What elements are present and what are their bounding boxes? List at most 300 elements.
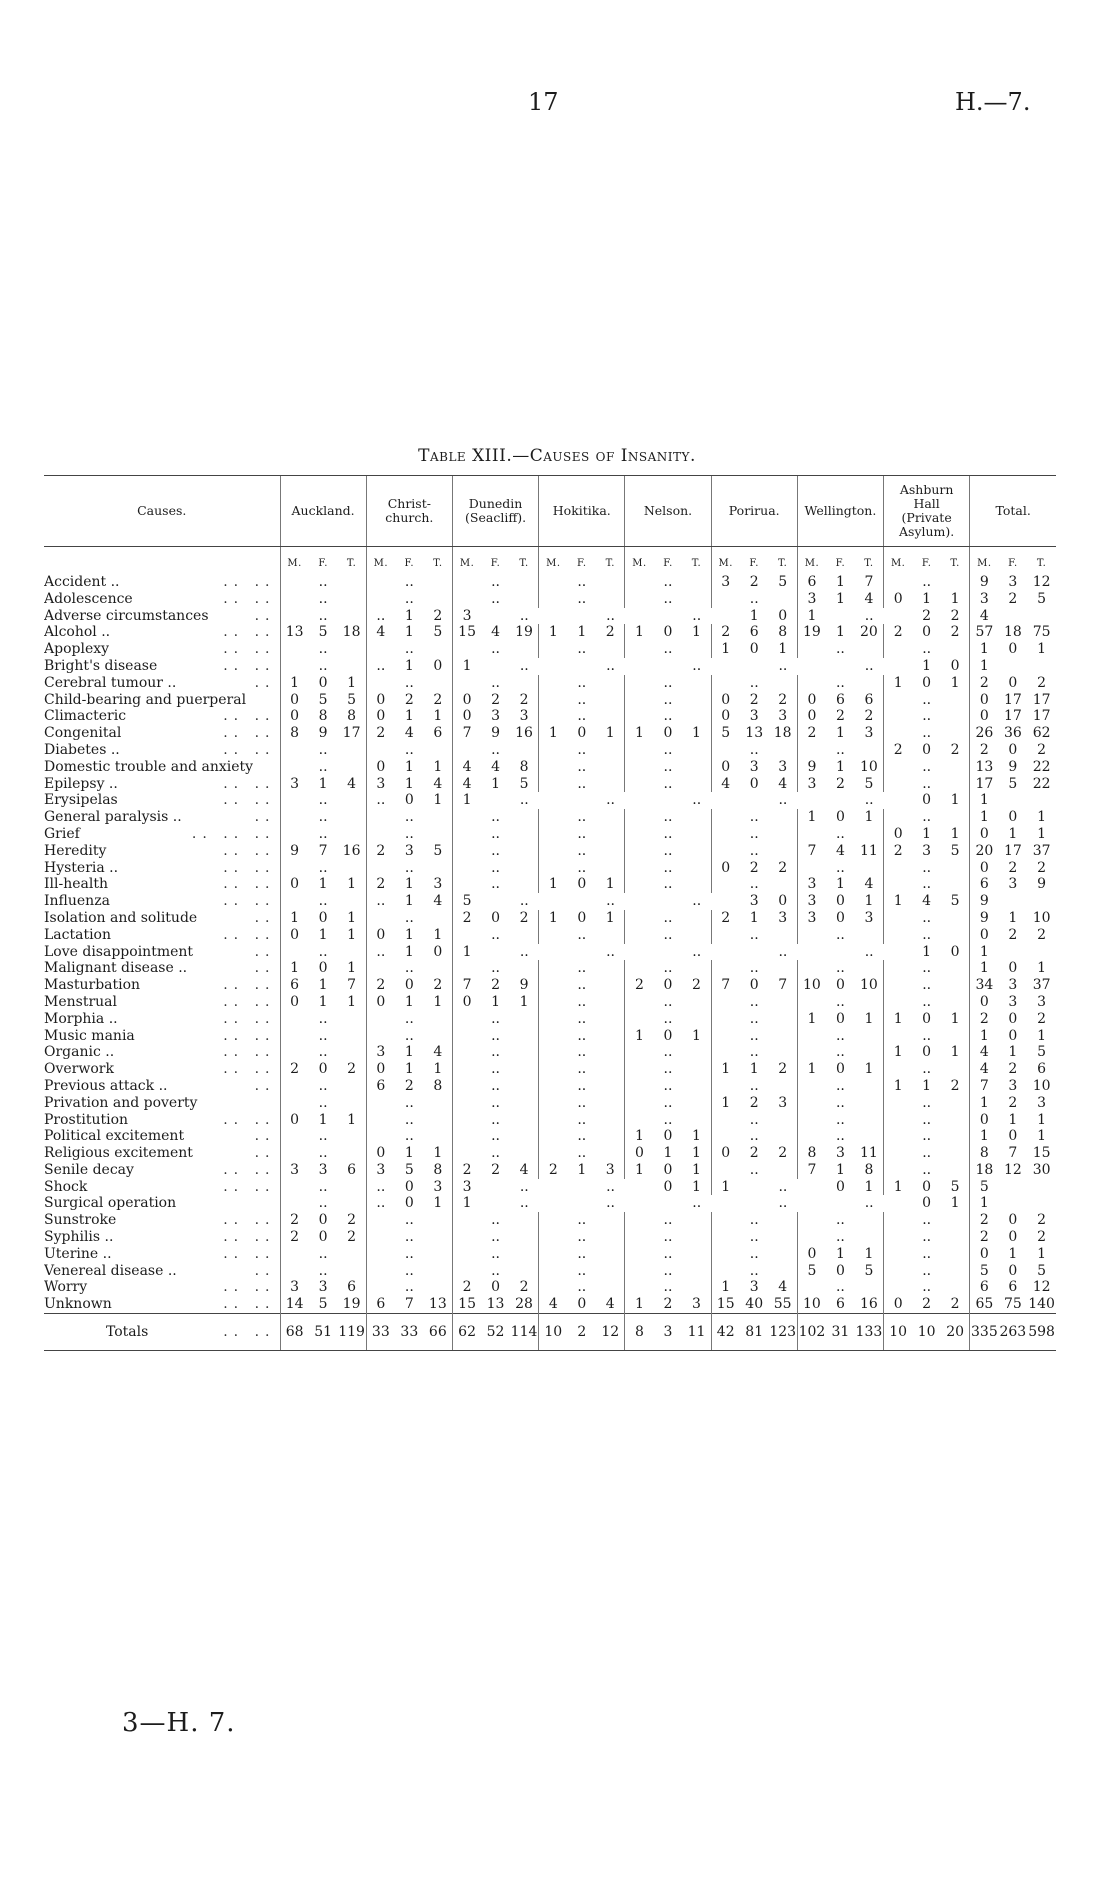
count-cell: 1 [625,1162,654,1179]
count-cell: 5 [318,691,328,708]
count-cell: 42 [711,1314,740,1351]
empty-institution-cell: .. [452,1128,538,1145]
empty-institution-cell: .. [625,860,711,877]
leader-dots: .. [254,1262,276,1279]
count-cell: 3 [835,1145,845,1162]
count-cell: 1 [864,1178,874,1195]
count-cell: 0 [711,860,740,877]
count-cell: 15 [452,1296,481,1313]
count-cell: 0 [318,674,328,691]
count-cell: 1 [970,1095,999,1112]
cause-cell [44,944,280,961]
count-cell: 1 [347,876,357,893]
count-cell: 1 [711,1061,740,1078]
count-cell: 2 [711,910,740,927]
count-cell: 2 [491,977,501,994]
count-cell: 4 [539,1296,568,1313]
cause-label: Bright's disease [44,657,158,674]
empty-institution-cell: .. [539,994,625,1011]
empty-institution-cell: .. [884,809,970,826]
empty-institution-cell: .. [625,994,711,1011]
sex-subheader: M. [280,547,309,575]
empty-institution-cell: .. [625,1095,711,1112]
count-cell: 17 [1003,708,1022,725]
empty-institution-cell: .. [711,960,797,977]
cause-cell [44,1145,280,1162]
count-cell: 5 [433,624,443,641]
count-cell: 9 [318,725,328,742]
count-cell: .. [366,792,395,809]
empty-institution-cell: .. [625,742,711,759]
table-row [44,960,1056,977]
count-cell: 4 [778,1279,788,1296]
count-cell: 1 [625,725,654,742]
count-cell: 2 [491,1161,501,1178]
count-cell: 3 [280,1279,309,1296]
count-cell: 1 [318,1111,328,1128]
cause-cell [44,591,280,608]
count-cell: 0 [835,909,845,926]
cause-cell [44,1263,280,1280]
count-cell: 6 [347,1161,357,1178]
count-cell: 11 [859,1145,878,1162]
table-row [44,1179,1056,1196]
count-cell: 2 [884,742,913,759]
count-cell: 1 [1037,825,1047,842]
institution-header: Nelson. [625,476,711,547]
institution-header: Auckland. [280,476,366,547]
sex-subheader: T. [605,558,615,570]
count-cell: 9 [519,977,529,994]
count-cell: 263 [998,1314,1027,1351]
count-cell: 1 [404,657,414,674]
count-cell: 9 [797,759,826,776]
empty-institution-cell: .. [452,675,538,692]
count-cell: 0 [404,1178,414,1195]
count-cell: .. [366,944,395,961]
count-cell: 10 [797,1296,826,1313]
count-cell: 6 [970,876,999,893]
count-cell: 2 [884,843,913,860]
count-cell: 1 [539,624,568,641]
empty-institution-cell: .. [539,977,625,994]
count-cell: 0 [404,1195,414,1212]
count-cell: 0 [452,692,481,709]
count-cell: 3 [366,1044,395,1061]
count-cell: 5 [318,1296,328,1313]
cause-label: Previous attack .. [44,1077,168,1094]
empty-institution-cell: .. [711,1212,797,1229]
count-cell: 1 [797,608,826,625]
empty-institution-cell: .. [884,960,970,977]
count-cell: 2 [433,691,443,708]
cause-cell [44,1246,280,1263]
count-cell: 0 [280,1112,309,1129]
count-cell: 36 [1003,725,1022,742]
causes-of-insanity-table [44,475,1056,1351]
count-cell: 1 [922,657,932,674]
empty-institution-cell: .. [280,1078,366,1095]
cause-label: Isolation and solitude [44,909,198,926]
count-cell: 1 [625,624,654,641]
cause-cell [44,608,280,625]
count-cell: 1 [1037,1245,1047,1262]
count-cell: 1 [1037,1128,1047,1145]
empty-institution-cell: .. [884,910,970,927]
count-cell: 3 [1008,574,1018,590]
count-cell: 2 [1037,1229,1047,1246]
count-cell: 0 [452,994,481,1011]
count-cell: 3 [922,842,932,859]
cause-label: Epilepsy .. [44,775,118,792]
empty-institution-cell: .. [625,759,711,776]
count-cell: 2 [1037,741,1047,758]
count-cell: 2 [950,607,960,624]
count-cell: 3 [366,776,395,793]
leader-dots: .. .. [223,574,276,590]
count-cell: 3 [749,1279,759,1296]
count-cell: 0 [452,708,481,725]
cause-cell [44,1162,280,1179]
count-cell: 2 [1037,1212,1047,1229]
count-cell: 2 [519,1279,529,1296]
cause-label: General paralysis .. [44,809,182,826]
count-cell: 1 [970,1128,999,1145]
empty-institution-cell: .. [884,876,970,893]
table-row [44,927,1056,944]
count-cell: 5 [1037,590,1047,607]
count-cell: 1 [404,1145,414,1162]
count-cell: 1 [884,1179,913,1196]
count-cell: 123 [769,1314,798,1351]
table-row [44,977,1056,994]
empty-institution-cell: .. [366,1246,452,1263]
sex-subheader: F. [318,558,328,570]
count-cell: 3 [318,1161,328,1178]
institution-header: Wellington. [797,476,883,547]
cause-label: Prostitution [44,1111,129,1128]
empty-institution-cell: .. [884,1212,970,1229]
count-cell: 1 [778,641,788,658]
count-cell: 1 [692,1161,701,1178]
count-cell: 1 [605,876,615,893]
empty-institution-cell: .. [539,1095,625,1112]
cause-cell [44,876,280,893]
count-cell: 1 [404,993,414,1010]
count-cell: 0 [1008,641,1018,658]
count-cell: 5 [950,842,960,859]
count-cell: 0 [797,708,826,725]
count-cell: 0 [835,1178,845,1195]
cause-label: Music mania [44,1027,135,1044]
count-cell: 3 [778,758,788,775]
empty-institution-cell: .. [797,1279,883,1296]
count-cell: 2 [970,1212,999,1229]
count-cell: 5 [950,893,960,910]
empty-institution-cell: .. [625,826,711,843]
count-cell: 2 [749,574,759,590]
empty-institution-cell: .. [884,1246,970,1263]
sex-subheader: T. [950,558,960,570]
count-cell: 1 [491,775,501,792]
empty-institution-cell: .. [711,1112,797,1129]
count-cell: 2 [347,1061,357,1078]
count-cell: 1 [433,792,443,809]
count-cell: 598 [1027,1314,1056,1351]
count-cell: 1 [347,926,357,943]
count-cell: 0 [663,977,673,994]
cause-label: Surgical operation [44,1195,177,1212]
count-cell: 1 [347,960,357,977]
empty-institution-cell: .. [625,692,711,709]
count-cell: 4 [433,775,443,792]
count-cell: 3 [1008,1077,1018,1094]
table-title-main: Causes of Insanity. [529,446,696,466]
count-cell: 6 [433,725,443,742]
count-cell: 0 [835,1010,845,1027]
table-row [44,776,1056,793]
count-cell: 0 [711,692,740,709]
count-cell: 16 [515,725,533,742]
count-cell: 1 [835,624,845,641]
empty-institution-cell: .. [539,1028,625,1045]
table-row [44,759,1056,776]
cause-label: Sunstroke [44,1212,117,1229]
count-cell: 2 [692,977,701,994]
leader-dots: .. .. [223,876,276,893]
count-cell: 6 [970,1279,999,1296]
empty-institution-cell: .. [778,1178,788,1195]
count-cell: 0 [922,792,932,809]
empty-institution-cell: .. [797,994,883,1011]
empty-institution-cell: .. [711,994,797,1011]
count-cell: 0 [280,927,309,944]
count-cell: 1 [922,825,932,842]
count-cell: 5 [1037,1262,1047,1279]
count-cell: 0 [970,1112,999,1129]
count-cell: 2 [970,1011,999,1028]
count-cell: 0 [404,977,414,994]
empty-institution-cell: .. [711,742,797,759]
count-cell: 102 [797,1314,826,1351]
count-cell: 0 [922,1195,932,1212]
cause-cell [44,1179,280,1196]
count-cell: 2 [778,859,788,876]
count-cell: 2 [835,708,845,725]
count-cell: 1 [970,960,999,977]
count-cell: 33 [395,1314,424,1351]
count-cell: 3 [749,893,759,910]
count-cell: 0 [970,927,999,944]
cause-label: Congenital [44,725,122,742]
table-row [44,708,1056,725]
totals-row [44,1314,1056,1351]
count-cell: 6 [366,1296,395,1313]
cause-cell [44,641,280,658]
empty-institution-cell: .. [366,1095,452,1112]
count-cell: 2 [749,1145,759,1162]
count-cell: 75 [1032,624,1051,641]
count-cell: 1 [433,708,443,725]
count-cell: 18 [970,1162,999,1179]
count-cell: 4 [778,775,788,792]
count-cell: 15 [452,624,481,641]
count-cell: 0 [884,826,913,843]
count-cell: 1 [519,993,529,1010]
table-title-prefix: Table XIII.— [418,446,530,466]
count-cell: 6 [749,624,759,641]
empty-institution-cell: .. [519,943,529,960]
count-cell: 20 [859,624,878,641]
count-cell: 1 [280,675,309,692]
count-cell: 2 [835,775,845,792]
count-cell: 0 [577,725,587,742]
cause-label: Climacteric [44,708,127,725]
empty-institution-cell: .. [366,1112,452,1129]
count-cell: 1 [711,1095,740,1112]
empty-institution-cell: .. [452,574,538,591]
cause-cell [44,843,280,860]
count-cell: 2 [567,1314,596,1351]
count-cell: 0 [663,624,673,641]
count-cell: 0 [404,792,414,809]
count-cell: 4 [864,590,874,607]
cause-label: Privation and poverty [44,1094,198,1111]
count-cell: 57 [970,624,999,641]
count-cell: 0 [280,876,309,893]
leader-dots: .. .. [223,1010,276,1027]
count-cell: 1 [318,977,328,994]
count-cell: 19 [342,1296,361,1313]
count-cell: 4 [970,1044,999,1061]
empty-institution-cell: .. [452,1061,538,1078]
count-cell: 1 [692,1178,701,1195]
count-cell: 1 [950,674,960,691]
count-cell: .. [366,1195,395,1212]
table-row [44,1095,1056,1112]
table-row [44,675,1056,692]
count-cell: 18 [342,624,361,641]
empty-institution-cell: .. [884,927,970,944]
institution-header: Total. [970,476,1056,547]
count-cell: 1 [404,1044,414,1061]
count-cell: 3 [1008,876,1018,893]
count-cell: 4 [452,759,481,776]
count-cell: 1 [625,1296,654,1313]
empty-institution-cell: .. [519,792,529,809]
count-cell: 22 [1032,775,1051,792]
count-cell: 15 [1032,1145,1051,1162]
count-cell: 2 [1037,859,1047,876]
count-cell: 1 [864,809,874,826]
empty-institution-cell: .. [519,1178,529,1195]
count-cell: 62 [1032,725,1051,742]
count-cell: 2 [950,624,960,641]
cause-label: Morphia .. [44,1010,118,1027]
empty-institution-cell: .. [884,759,970,776]
count-cell: 4 [970,608,999,625]
empty-institution-cell: .. [711,675,797,692]
count-cell: 0 [1008,1229,1018,1246]
empty-institution-cell: .. [797,927,883,944]
count-cell: 3 [749,758,759,775]
count-cell: 0 [1008,1212,1018,1229]
count-cell: 1 [835,574,845,590]
cause-label: Domestic trouble and anxiety [44,758,254,775]
count-cell: 0 [366,1061,395,1078]
count-cell: 1 [922,943,932,960]
table-row [44,725,1056,742]
count-cell: 1 [404,1061,414,1078]
cause-label: Shock [44,1178,88,1195]
leader-dots: .. .. .. [191,825,276,842]
count-cell: 1 [864,1245,874,1262]
count-cell: 1 [970,658,999,675]
count-cell: 0 [1008,809,1018,826]
count-cell: 3 [797,776,826,793]
cause-cell [44,742,280,759]
empty-institution-cell: .. [864,657,874,674]
cause-cell [44,1128,280,1145]
cause-cell [44,809,280,826]
count-cell: 0 [577,876,587,893]
count-cell: 9 [280,843,309,860]
empty-institution-cell: .. [452,1229,538,1246]
sex-subheader: T. [433,558,443,570]
count-cell: 1 [318,775,328,792]
count-cell: 20 [970,843,999,860]
empty-institution-cell: .. [452,1246,538,1263]
cause-cell [44,1296,280,1313]
count-cell: 4 [433,893,443,910]
count-cell: 1 [864,893,874,910]
empty-institution-cell: .. [778,792,788,809]
count-cell: 0 [922,1010,932,1027]
institution-header: Dunedin (Seacliff). [452,476,538,547]
count-cell: 28 [515,1296,533,1313]
empty-institution-cell: .. [539,1263,625,1280]
count-cell: 2 [491,691,501,708]
cause-cell [44,725,280,742]
leader-dots: .. .. [223,792,276,809]
count-cell: 7 [452,725,481,742]
empty-institution-cell: .. [366,809,452,826]
empty-institution-cell: .. [625,641,711,658]
count-cell: 6 [280,977,309,994]
count-cell: 1 [1037,1111,1047,1128]
count-cell: 140 [1028,1296,1055,1313]
count-cell: 5 [452,893,481,910]
count-cell: 0 [577,909,587,926]
count-cell: 10 [884,1314,913,1351]
count-cell: 2 [366,725,395,742]
empty-institution-cell: .. [711,1044,797,1061]
page-number: 17 [528,88,559,116]
leader-dots: .. .. [223,741,276,758]
cause-cell [44,910,280,927]
count-cell: 75 [1003,1296,1022,1313]
leader-dots: .. .. [223,1229,276,1246]
empty-institution-cell: .. [366,826,452,843]
empty-institution-cell: .. [452,1095,538,1112]
count-cell: 4 [404,725,414,742]
count-cell: 2 [452,910,481,927]
table-row [44,843,1056,860]
count-cell: 1 [950,590,960,607]
empty-institution-cell: .. [280,742,366,759]
table-row [44,1011,1056,1028]
empty-institution-cell: .. [280,1095,366,1112]
